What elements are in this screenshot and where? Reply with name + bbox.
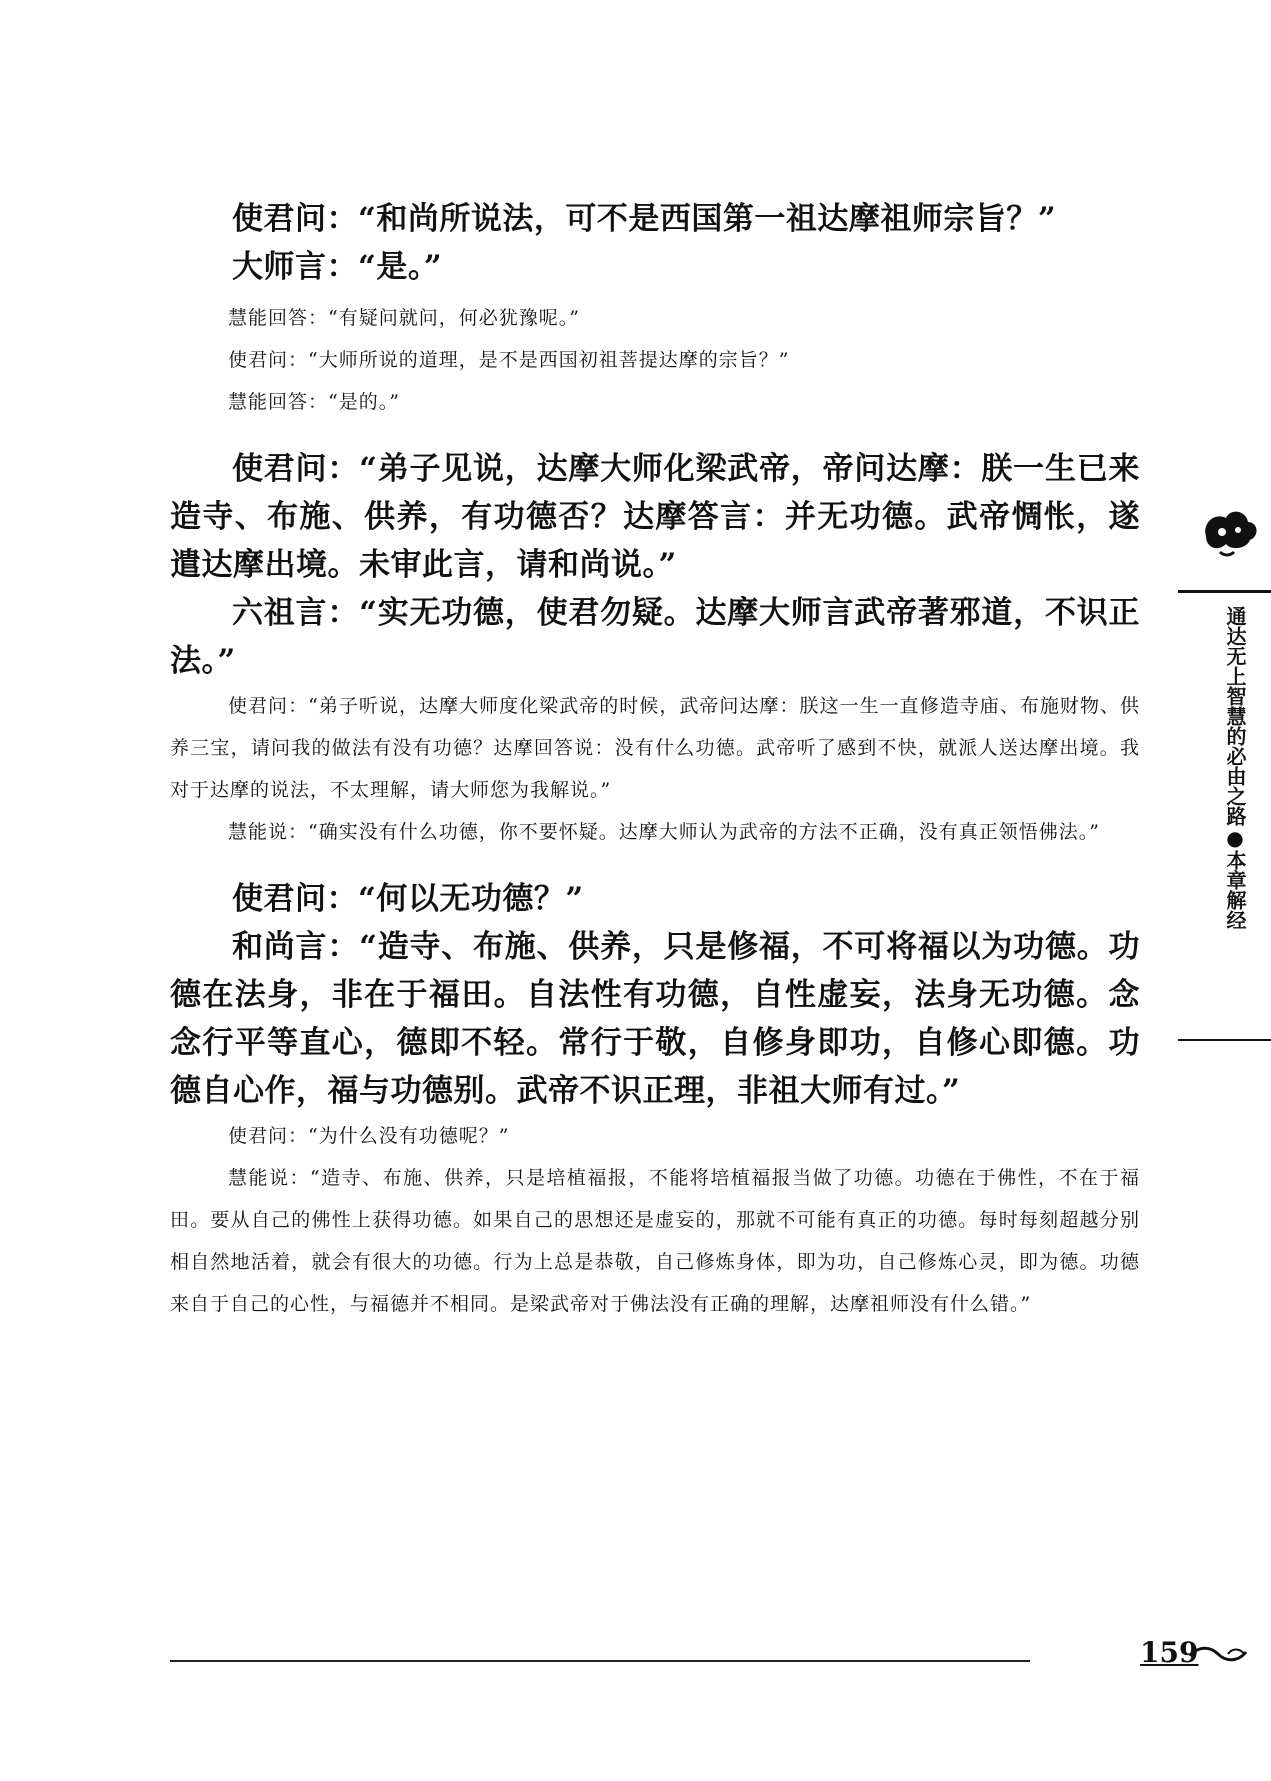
- sidebar-bottom-rule: [1178, 1039, 1271, 1041]
- original-paragraph: 使君问：“何以无功德？”: [232, 881, 584, 917]
- page-number: 159: [1140, 1636, 1199, 1669]
- translation-paragraph: 使君问：“大师所说的道理，是不是西国初祖菩提达摩的宗旨？”: [228, 349, 790, 371]
- sidebar-top-rule: [1178, 590, 1271, 593]
- translation-paragraph: 慧能说：“造寺、布施、供养，只是培植福报，不能将培植福报当做了功德。功德在于佛性，不在于福田。要从自己的佛性上获得功德。如果自己的思想还是虚妄的，那就不可能有真正的功德。每时每刻超越分别相自然地活着，就会有很大的功德。行为上总是恭敬，自己修炼身体，即为功，自己修炼心灵，即为德。功德来自于自己的心性，与福德并不相同。是梁武帝对于佛法没有正确的理解，达摩祖师没有什么错。”: [170, 1167, 1140, 1315]
- translation-paragraph: 慧能回答：“有疑问就问，何必犹豫呢。”: [228, 307, 580, 329]
- cloud-ornament-icon: [1200, 506, 1260, 560]
- original-paragraph: 使君问：“和尚所说法，可不是西国第一祖达摩祖师宗旨？”: [232, 201, 1057, 237]
- scroll-ornament-icon: [1188, 1642, 1248, 1666]
- translation-paragraph: 慧能回答：“是的。”: [228, 391, 400, 413]
- original-paragraph: 使君问：“弟子见说，达摩大师化梁武帝，帝问达摩：朕一生已来造寺、布施、供养，有功德否？达摩答言：并无功德。武帝惆怅，遂遣达摩出境。未审此言，请和尚说。”: [170, 451, 1140, 583]
- footer-rule: [170, 1660, 1030, 1662]
- chapter-sidebar: [1178, 498, 1271, 1058]
- body-text: [170, 195, 1140, 1325]
- chapter-title-vertical: 通达无上智慧的必由之路●本章解经: [1223, 606, 1247, 930]
- original-paragraph: 大师言：“是。”: [232, 249, 443, 285]
- translation-paragraph: 慧能说：“确实没有什么功德，你不要怀疑。达摩大师认为武帝的方法不正确，没有真正领悟佛法。”: [228, 821, 1100, 843]
- translation-paragraph: 使君问：“为什么没有功德呢？”: [228, 1125, 510, 1147]
- original-paragraph: 六祖言：“实无功德，使君勿疑。达摩大师言武帝著邪道，不识正法。”: [170, 595, 1140, 679]
- original-paragraph: 和尚言：“造寺、布施、供养，只是修福，不可将福以为功德。功德在法身，非在于福田。自法性有功德，自性虚妄，法身无功德。念念行平等直心，德即不轻。常行于敬，自修身即功，自修心即德。功德自心作，福与功德别。武帝不识正理，非祖大师有过。”: [170, 929, 1140, 1109]
- translation-paragraph: 使君问：“弟子听说，达摩大师度化梁武帝的时候，武帝问达摩：朕这一生一直修造寺庙、布施财物、供养三宝，请问我的做法有没有功德？达摩回答说：没有什么功德。武帝听了感到不快，就派人送达摩出境。我对于达摩的说法，不太理解，请大师您为我解说。”: [170, 695, 1140, 801]
